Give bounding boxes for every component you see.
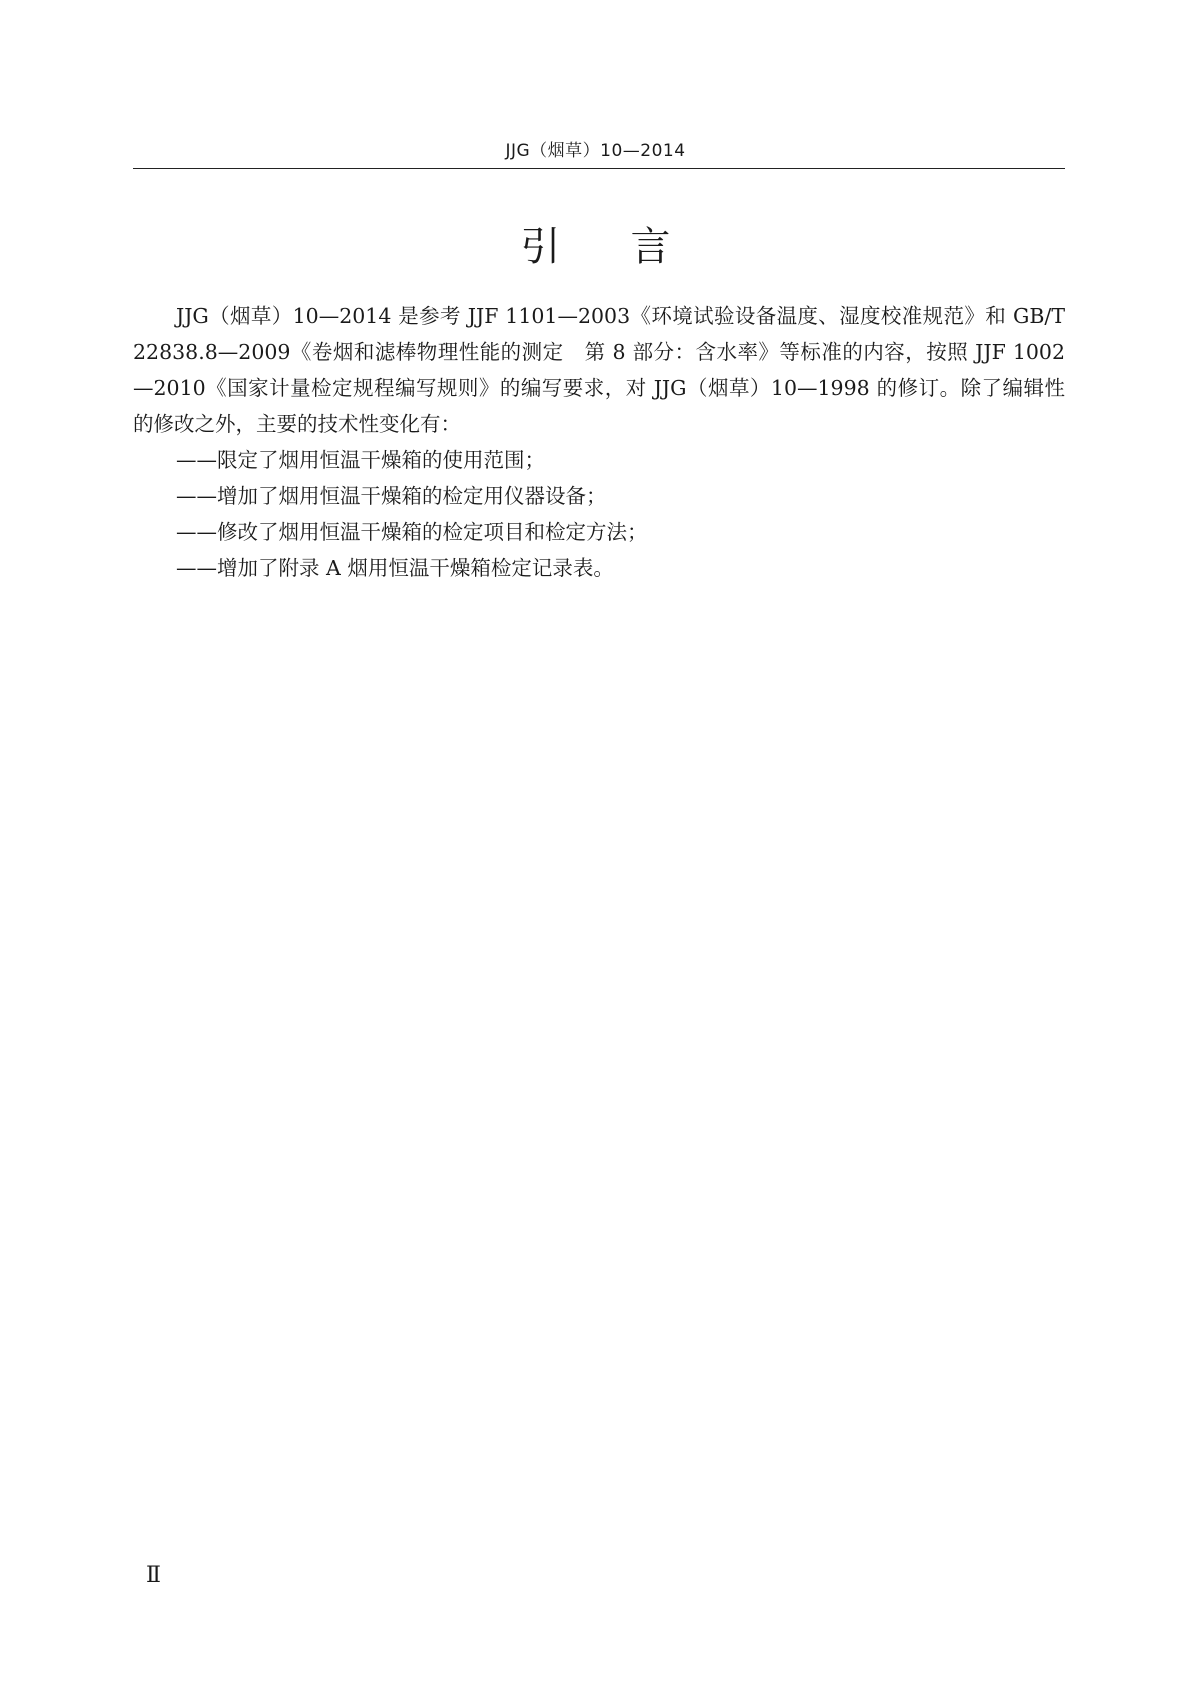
header-divider xyxy=(133,168,1065,169)
intro-paragraph: JJG（烟草）10—2014 是参考 JJF 1101—2003《环境试验设备温度、湿度校准规范》和 GB/T 22838.8—2009《卷烟和滤棒物理性能的测定 第 8 部分：含水率》等标准的内容，按照 JJF 1002—2010《国家计量检定规程编写规则》的编写要求，对 JJG（烟草）10—1998 的修订。除了编辑性的修改之外，主要的技术性变化有： xyxy=(133,304,1065,436)
technical-changes-list xyxy=(133,442,1065,586)
preface-body xyxy=(133,298,1065,586)
document-code-header: JJG（烟草）10—2014 xyxy=(505,141,686,161)
page-title: 引言 xyxy=(520,224,741,270)
page-number: Ⅱ xyxy=(146,1563,161,1588)
list-item: ——增加了附录 A 烟用恒温干燥箱检定记录表。 xyxy=(176,556,614,580)
list-item: ——限定了烟用恒温干燥箱的使用范围； xyxy=(176,448,545,472)
list-item: ——增加了烟用恒温干燥箱的检定用仪器设备； xyxy=(176,484,607,508)
list-item: ——修改了烟用恒温干燥箱的检定项目和检定方法； xyxy=(176,520,648,544)
